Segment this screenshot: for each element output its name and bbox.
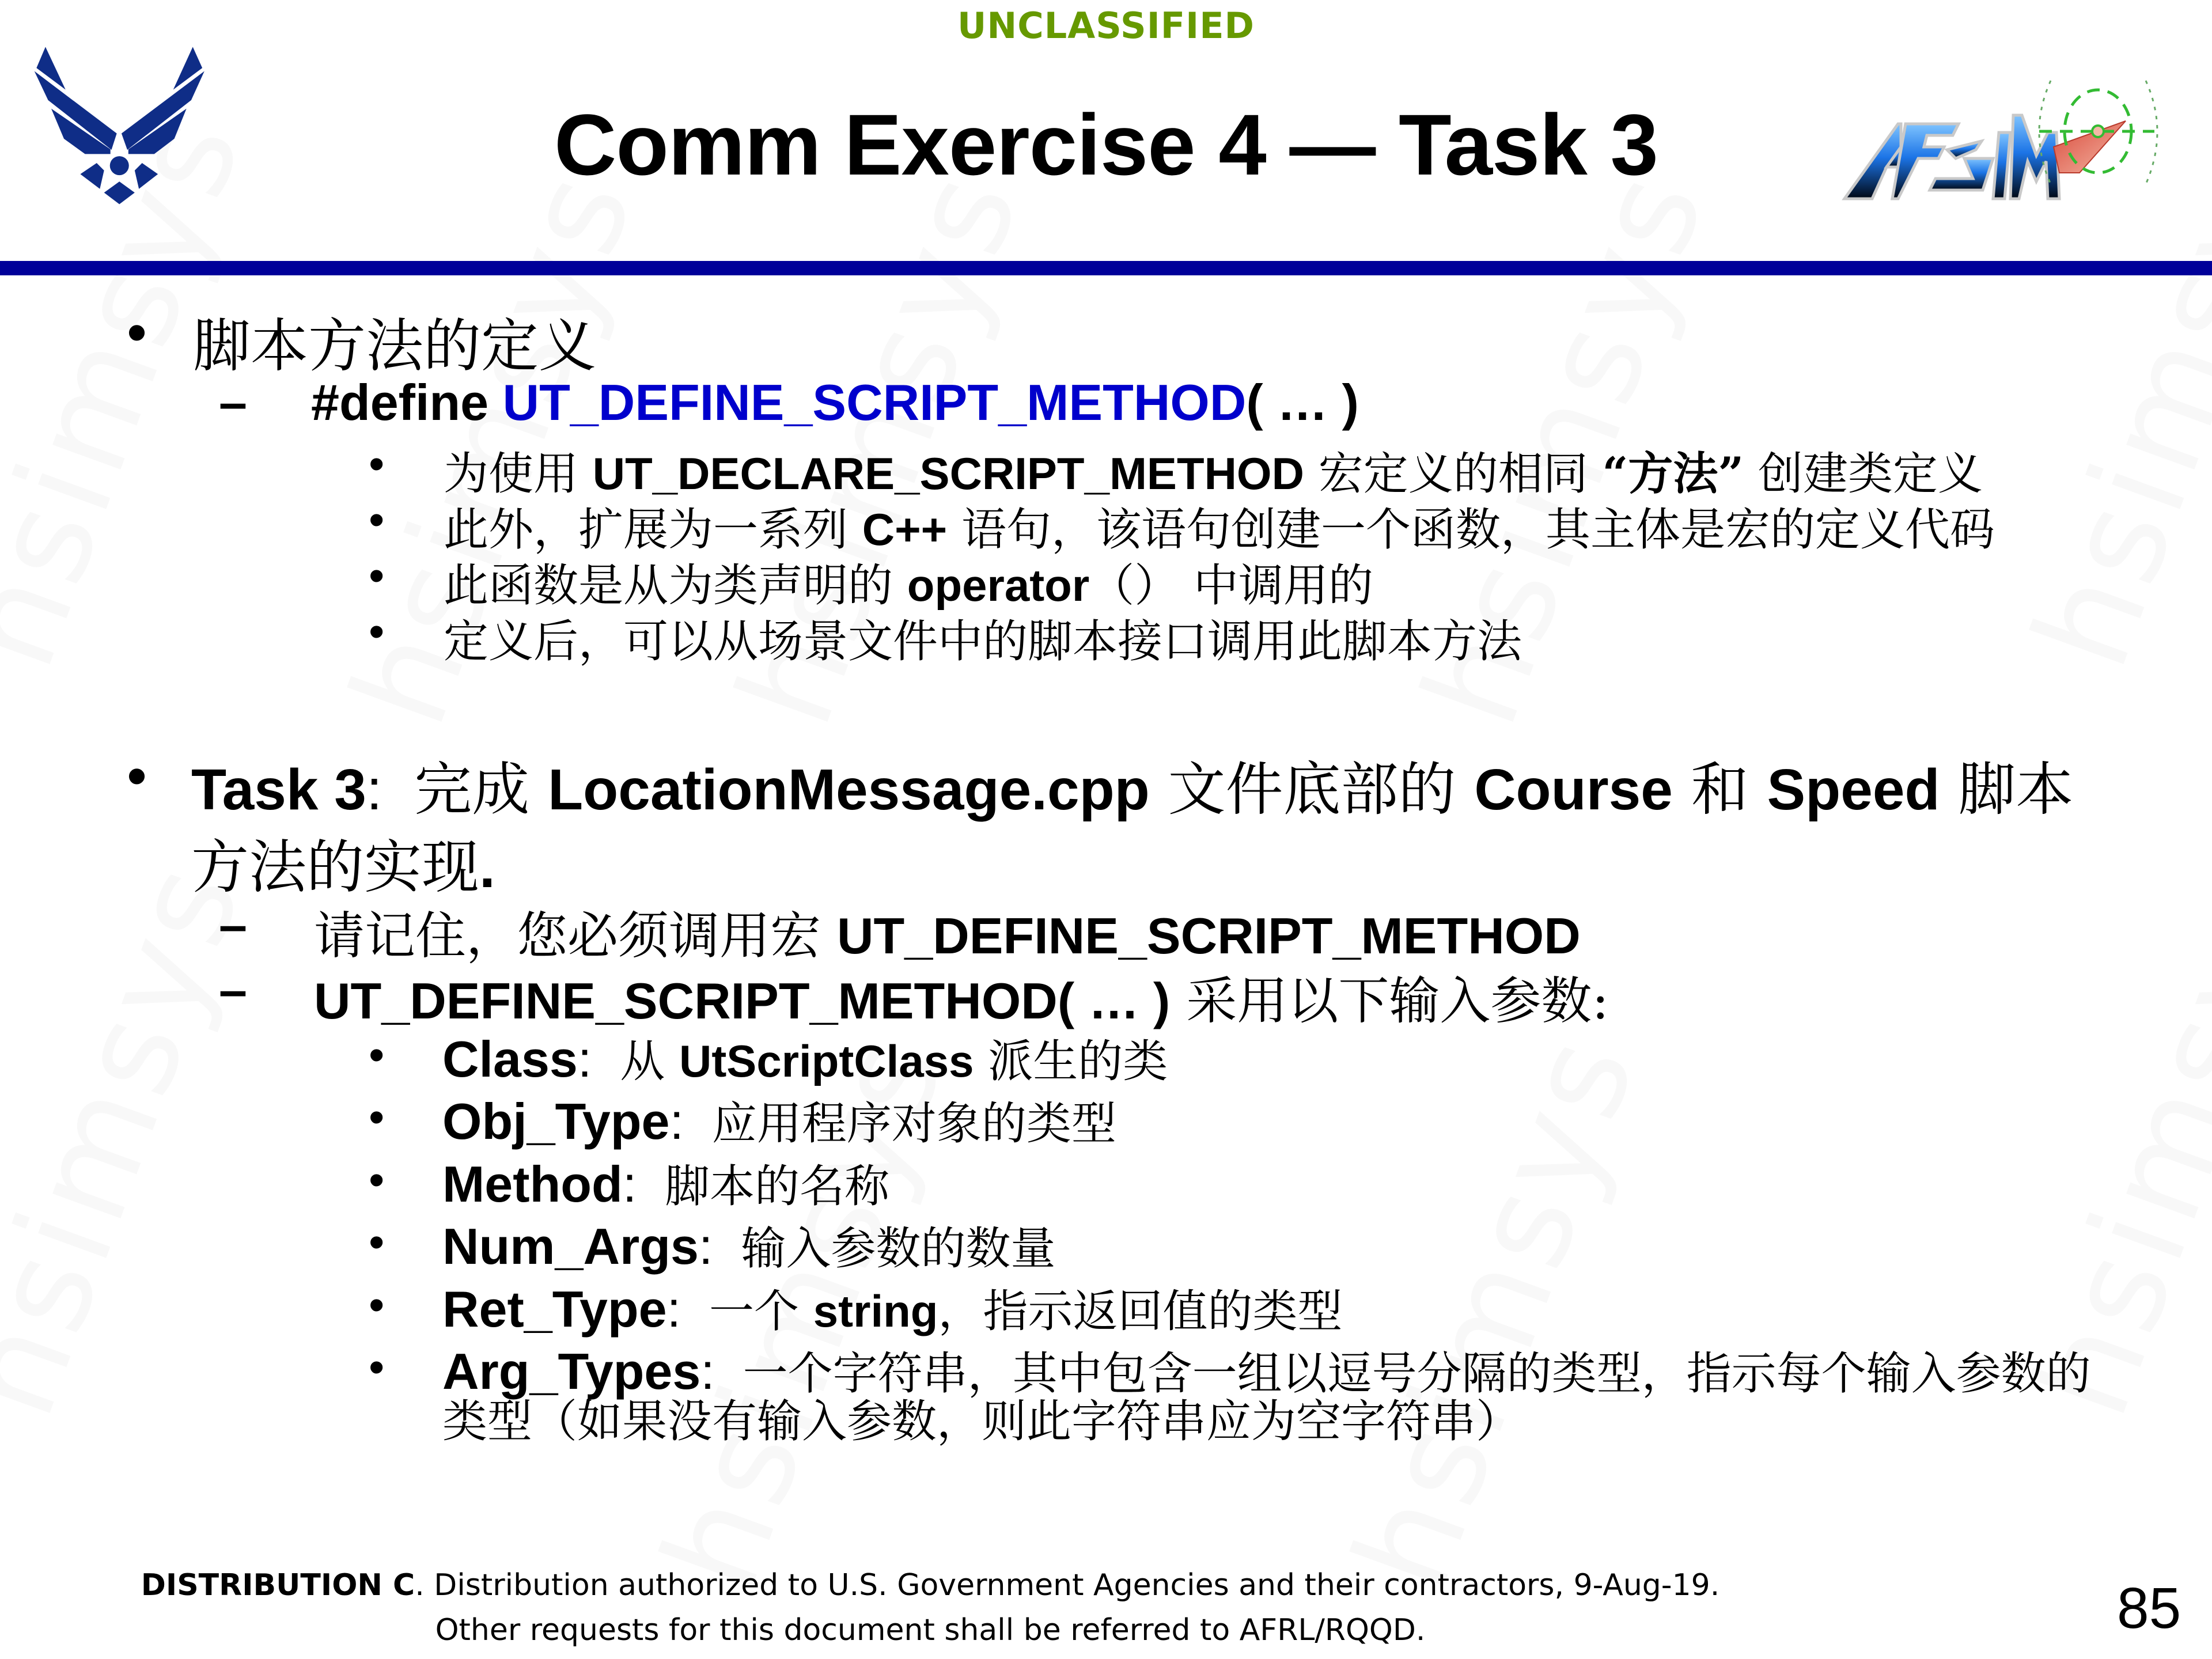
- bullet-level3: •: [369, 1217, 385, 1267]
- classification-banner: UNCLASSIFIED: [957, 5, 1255, 47]
- define-args: ( … ): [1246, 374, 1359, 431]
- bullet-level3: •: [369, 550, 385, 601]
- bullet-level3: •: [369, 606, 385, 657]
- bullet-level3: •: [369, 1342, 385, 1392]
- define-statement: [311, 373, 1359, 432]
- bullet-level3: •: [369, 1154, 385, 1205]
- define-detail-text: 为使用 UT_DECLARE_SCRIPT_METHOD 宏定义的相同 “方法” 创建类定义: [444, 448, 1983, 500]
- param-name: Class: [442, 1031, 578, 1088]
- define-detail-text: 此外，扩展为一系列 C++ 语句，该语句创建一个函数，其主体是宏的定义代码: [444, 504, 1995, 556]
- speed-method: Speed: [1767, 757, 1940, 822]
- param-name: Ret_Type: [442, 1281, 667, 1338]
- dash-level2: –: [219, 896, 247, 953]
- watermark-text: [1325, 1014, 1666, 1608]
- macro-params-text: UT_DEFINE_SCRIPT_METHOD( … ) 采用以下输入参数:: [314, 971, 1609, 1031]
- distribution-statement-line1: DISTRIBUTION C. Distribution authorized to U.S. Government Agencies and their contractors, 9-Aug-19.: [141, 1568, 1720, 1603]
- define-detail-text: 定义后，可以从场景文件中的脚本接口调用此脚本方法: [444, 616, 1522, 668]
- task-label: Task 3: [191, 757, 366, 822]
- dash-level2: –: [219, 961, 247, 1018]
- section1-heading: 脚本方法的定义: [193, 312, 596, 380]
- distribution-label: DISTRIBUTION C: [141, 1568, 415, 1603]
- dash-level2: –: [219, 374, 247, 431]
- bullet-level3: •: [369, 438, 385, 489]
- define-detail-text: 此函数是从为类声明的 operator（） 中调用的: [444, 560, 1373, 612]
- bullet-level1: •: [127, 300, 147, 365]
- file-name: LocationMessage.cpp: [548, 757, 1150, 822]
- define-macro-name: UT_DEFINE_SCRIPT_METHOD: [502, 374, 1247, 431]
- param-item-arg-types-wrap: 类型（如果没有输入参数，则此字符串应为空字符串）: [442, 1396, 1521, 1448]
- bullet-level3: •: [369, 1029, 385, 1080]
- define-keyword: #define: [311, 374, 489, 431]
- param-name: Num_Args: [442, 1218, 699, 1275]
- bullet-level1: •: [127, 744, 147, 808]
- bullet-level3: •: [369, 1092, 385, 1142]
- bullet-level3: •: [369, 1279, 385, 1330]
- task3-row-wrap: 方法的实现.: [191, 834, 495, 901]
- reminder-text: 请记住，您必须调用宏 UT_DEFINE_SCRIPT_METHOD: [314, 906, 1581, 965]
- param-name: Obj_Type: [442, 1093, 670, 1150]
- course-method: Course: [1474, 757, 1673, 822]
- param-name: Arg_Types: [442, 1343, 701, 1400]
- task3-text: Task 3: 完成 LocationMessage.cpp 文件底部的 Course 和 Speed 脚本: [191, 756, 2074, 823]
- page-title: Comm Exercise 4 — Task 3: [554, 96, 1658, 193]
- distribution-statement-line2: Other requests for this document shall be referred to AFRL/RQQD.: [435, 1613, 1426, 1647]
- title-divider-bar: [0, 261, 2212, 275]
- bullet-level3: •: [369, 494, 385, 545]
- page-number: 85: [2117, 1576, 2181, 1641]
- param-name: Method: [442, 1156, 623, 1213]
